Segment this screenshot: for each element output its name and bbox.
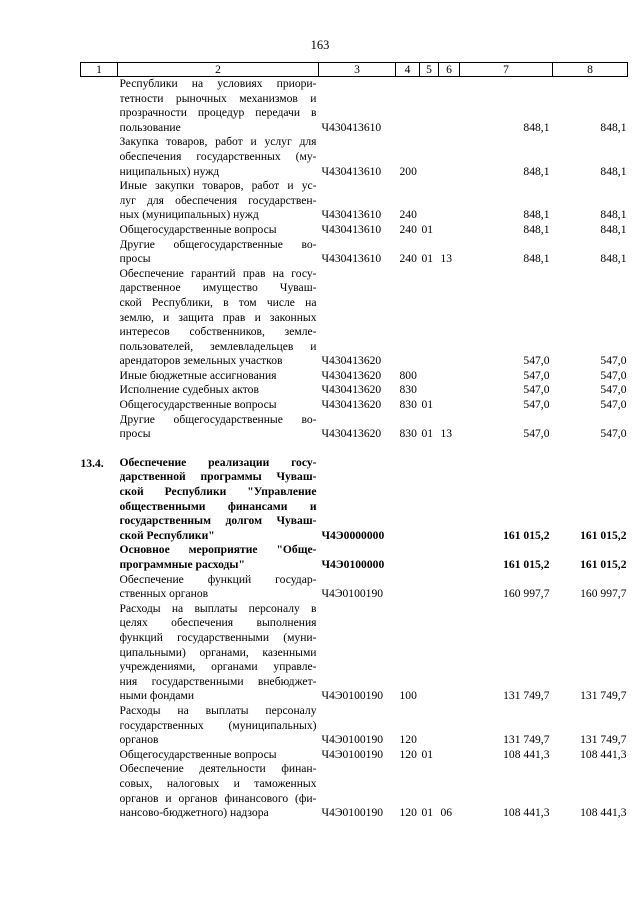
row-number-cell bbox=[81, 383, 118, 398]
expense-name-line: нансово-бюджетного) надзора bbox=[119, 806, 269, 820]
expense-name-cell bbox=[118, 369, 319, 384]
section-cell: 01 bbox=[421, 222, 434, 236]
table-row bbox=[81, 398, 628, 413]
expense-name-line: просы bbox=[119, 427, 151, 441]
expense-name-cell bbox=[118, 135, 319, 179]
expense-name-cell bbox=[118, 573, 319, 602]
table-row bbox=[81, 456, 628, 544]
target-article-cell: Ч4Э0100000 bbox=[321, 558, 385, 571]
subsection-cell: 13 bbox=[440, 252, 453, 266]
target-article-cell: Ч4Э0100190 bbox=[321, 689, 384, 703]
expense-type-cell bbox=[396, 267, 420, 369]
expense-name-cell bbox=[118, 383, 319, 398]
table-row bbox=[81, 135, 628, 179]
amount-col7-cell: 848,1 bbox=[523, 208, 550, 222]
subsection-cell bbox=[439, 543, 460, 572]
table-row bbox=[81, 267, 628, 369]
expense-name-line: программные расходы" bbox=[119, 558, 245, 571]
table-row bbox=[81, 238, 628, 267]
expense-name-cell bbox=[118, 223, 319, 238]
subsection-cell bbox=[439, 602, 460, 704]
table-row bbox=[81, 762, 628, 820]
target-article-cell: Ч430413610 bbox=[321, 252, 382, 266]
table-header bbox=[81, 63, 628, 77]
subsection-cell bbox=[439, 179, 460, 223]
expense-name-line: пользователей, землевладельцев и bbox=[119, 339, 317, 353]
amount-col8-cell: 547,0 bbox=[600, 398, 627, 412]
expense-name-line: Обеспечение реализации госу- bbox=[119, 455, 317, 469]
expense-type-cell: 120 bbox=[399, 806, 417, 820]
column-header-2: 2 bbox=[118, 63, 319, 77]
amount-col8-cell: 547,0 bbox=[600, 354, 627, 368]
table-row bbox=[81, 748, 628, 763]
column-header-5: 5 bbox=[420, 63, 439, 77]
expense-name-line: Республики на условиях приори- bbox=[119, 77, 317, 90]
expense-name-line: учреждениями, органами управле- bbox=[119, 660, 317, 674]
expense-type-cell bbox=[396, 456, 420, 544]
target-article-cell: Ч430413620 bbox=[321, 354, 382, 368]
target-article-cell: Ч430413610 bbox=[321, 208, 382, 222]
row-number-cell bbox=[81, 704, 118, 748]
table-row bbox=[81, 704, 628, 748]
expense-name-cell bbox=[118, 238, 319, 267]
row-number-cell bbox=[81, 398, 118, 413]
expense-name-cell bbox=[118, 602, 319, 704]
expense-name-line: обеспечения государственных (му- bbox=[119, 149, 317, 163]
expense-name-line: общественными финансами и bbox=[119, 499, 317, 513]
target-article-cell: Ч4Э0000000 bbox=[321, 528, 385, 542]
expense-name-line: просы bbox=[119, 252, 151, 266]
expense-name-cell bbox=[118, 267, 319, 369]
amount-col7-cell: 848,1 bbox=[523, 164, 550, 178]
section-cell: 01 bbox=[421, 252, 434, 266]
section-cell bbox=[420, 267, 439, 369]
expense-name-cell bbox=[118, 704, 319, 748]
row-number-cell bbox=[81, 543, 118, 572]
subsection-cell bbox=[439, 704, 460, 748]
row-number-cell bbox=[81, 748, 118, 763]
column-header-4: 4 bbox=[396, 63, 420, 77]
expense-name-line: государственным долгом Чуваш- bbox=[119, 514, 317, 528]
row-number-cell bbox=[81, 413, 118, 442]
expense-name-line: Другие общегосударственные во- bbox=[119, 237, 317, 251]
expense-name-line: ния государственными внебюджет- bbox=[119, 674, 317, 688]
subsection-cell bbox=[439, 135, 460, 179]
target-article-cell: Ч4Э0100190 bbox=[321, 806, 384, 820]
expense-name-line: арендаторов земельных участков bbox=[119, 354, 283, 368]
amount-col7-cell: 131 749,7 bbox=[503, 733, 550, 747]
section-cell bbox=[420, 77, 439, 136]
amount-col8-cell: 131 749,7 bbox=[580, 689, 627, 703]
amount-col8-cell: 131 749,7 bbox=[580, 733, 627, 747]
expense-name-line: ской Республики" bbox=[119, 528, 215, 542]
section-cell bbox=[420, 704, 439, 748]
amount-col7-cell: 160 997,7 bbox=[503, 587, 550, 601]
column-header-1: 1 bbox=[81, 63, 118, 77]
target-article-cell: Ч430413610 bbox=[321, 120, 382, 134]
amount-col8-cell: 160 997,7 bbox=[580, 587, 627, 601]
section-cell: 01 bbox=[421, 427, 434, 441]
amount-col8-cell: 848,1 bbox=[600, 252, 627, 266]
expense-name-line: Обеспечение функций государ- bbox=[119, 572, 317, 586]
amount-col8-cell: 848,1 bbox=[600, 208, 627, 222]
expense-type-cell bbox=[396, 573, 420, 602]
expense-name-cell bbox=[118, 456, 319, 544]
amount-col7-cell: 161 015,2 bbox=[503, 528, 550, 542]
subsection-cell bbox=[439, 267, 460, 369]
expense-name-line: ской Республики, в том числе на bbox=[119, 295, 317, 309]
target-article-cell: Ч4Э0100190 bbox=[321, 587, 384, 601]
expense-name-cell bbox=[118, 179, 319, 223]
expense-type-cell: 830 bbox=[399, 383, 417, 397]
subsection-cell bbox=[439, 369, 460, 384]
expense-name-line: государственных (муниципальных) bbox=[119, 718, 317, 732]
expense-name-line: органов bbox=[119, 733, 159, 747]
target-article-cell: Ч430413620 bbox=[321, 368, 382, 382]
amount-col8-cell: 161 015,2 bbox=[580, 528, 627, 542]
amount-col8-cell: 848,1 bbox=[600, 120, 627, 134]
expense-name-line: дарственной программы Чуваш- bbox=[119, 470, 317, 484]
column-header-6: 6 bbox=[439, 63, 460, 77]
section-cell bbox=[420, 135, 439, 179]
expense-type-cell: 100 bbox=[399, 689, 417, 703]
expense-type-cell: 830 bbox=[399, 427, 417, 441]
row-number-cell bbox=[81, 369, 118, 384]
column-header-7: 7 bbox=[460, 63, 553, 77]
table-row bbox=[81, 179, 628, 223]
expense-name-line: ственных органов bbox=[119, 587, 209, 601]
table-row bbox=[81, 369, 628, 384]
expense-type-cell: 240 bbox=[399, 208, 417, 222]
section-cell bbox=[420, 573, 439, 602]
expense-type-cell: 120 bbox=[399, 733, 417, 747]
column-header-3: 3 bbox=[319, 63, 396, 77]
expense-name-line: луг для обеспечения государствен- bbox=[119, 193, 317, 207]
spacer-cell bbox=[81, 442, 628, 456]
expense-name-line: ными фондами bbox=[119, 689, 195, 703]
amount-col7-cell: 161 015,2 bbox=[503, 558, 550, 571]
amount-col7-cell: 547,0 bbox=[523, 383, 550, 397]
amount-col7-cell: 547,0 bbox=[523, 398, 550, 412]
subsection-cell bbox=[439, 748, 460, 763]
expense-name-line: пользование bbox=[119, 120, 181, 134]
expense-name-line: органов и органов финансового (фи- bbox=[119, 791, 317, 805]
expense-name-cell bbox=[118, 77, 319, 136]
expense-name-line: Расходы на выплаты персоналу bbox=[119, 703, 317, 717]
header-row bbox=[81, 63, 628, 77]
amount-col8-cell: 547,0 bbox=[600, 368, 627, 382]
expense-name-line: функций государственными (муни- bbox=[119, 630, 317, 644]
expense-name-line: Общегосударственные вопросы bbox=[119, 398, 277, 412]
section-cell bbox=[420, 456, 439, 544]
section-cell: 01 bbox=[421, 398, 434, 412]
amount-col7-cell: 547,0 bbox=[523, 368, 550, 382]
row-number-cell bbox=[81, 238, 118, 267]
amount-col7-cell: 131 749,7 bbox=[503, 689, 550, 703]
expense-name-line: дарственное имущество Чуваш- bbox=[119, 281, 317, 295]
expense-name-line: интересов собственников, земле- bbox=[119, 325, 317, 339]
amount-col8-cell: 848,1 bbox=[600, 222, 627, 236]
table-row bbox=[81, 543, 628, 572]
row-number-cell bbox=[81, 573, 118, 602]
expense-name-cell bbox=[118, 398, 319, 413]
table-body bbox=[81, 77, 628, 821]
expense-name-line: ципальными) органами, казенными bbox=[119, 645, 317, 659]
section-cell bbox=[420, 602, 439, 704]
subsection-cell: 13 bbox=[440, 427, 453, 441]
expense-type-cell bbox=[396, 543, 420, 572]
amount-col8-cell: 547,0 bbox=[600, 383, 627, 397]
section-cell bbox=[420, 543, 439, 572]
row-number-cell bbox=[81, 762, 118, 820]
spacer-row bbox=[81, 442, 628, 456]
expense-name-line: Другие общегосударственные во- bbox=[119, 412, 317, 426]
table-row bbox=[81, 602, 628, 704]
section-cell bbox=[420, 179, 439, 223]
expense-name-line: Общегосударственные вопросы bbox=[119, 747, 277, 761]
subsection-cell bbox=[439, 456, 460, 544]
expense-name-line: ской Республики "Управление bbox=[119, 485, 317, 499]
row-number-cell bbox=[81, 267, 118, 369]
row-number-cell bbox=[81, 77, 118, 136]
budget-table bbox=[80, 62, 628, 821]
expense-name-line: землю, и защита прав и законных bbox=[119, 310, 317, 324]
expense-type-cell: 240 bbox=[399, 252, 417, 266]
page-number: 163 bbox=[310, 38, 330, 52]
row-number-cell bbox=[81, 602, 118, 704]
table-row bbox=[81, 413, 628, 442]
amount-col8-cell: 161 015,2 bbox=[580, 558, 627, 571]
amount-col7-cell: 547,0 bbox=[523, 427, 550, 441]
section-cell bbox=[420, 383, 439, 398]
amount-col7-cell: 108 441,3 bbox=[503, 747, 550, 761]
section-cell bbox=[420, 369, 439, 384]
expense-name-line: совых, налоговых и таможенных bbox=[119, 776, 317, 790]
expense-name-line: ниципальных) нужд bbox=[119, 164, 220, 178]
expense-name-line: Расходы на выплаты персоналу в bbox=[119, 601, 317, 615]
section-cell: 01 bbox=[421, 806, 434, 820]
table-row bbox=[81, 573, 628, 602]
section-cell: 01 bbox=[421, 747, 434, 761]
amount-col7-cell: 848,1 bbox=[523, 120, 550, 134]
expense-name-line: Обеспечение гарантий прав на госу- bbox=[119, 266, 317, 280]
expense-type-cell bbox=[396, 77, 420, 136]
subsection-cell bbox=[439, 77, 460, 136]
target-article-cell: Ч4Э0100190 bbox=[321, 747, 384, 761]
amount-col8-cell: 108 441,3 bbox=[580, 806, 627, 820]
subsection-cell bbox=[439, 398, 460, 413]
amount-col7-cell: 848,1 bbox=[523, 222, 550, 236]
expense-name-line: целях обеспечения выполнения bbox=[119, 616, 317, 630]
expense-name-line: прозрачности процедур передачи в bbox=[119, 106, 317, 120]
target-article-cell: Ч430413610 bbox=[321, 222, 382, 236]
amount-col7-cell: 848,1 bbox=[523, 252, 550, 266]
amount-col8-cell: 108 441,3 bbox=[580, 747, 627, 761]
row-number-cell bbox=[81, 179, 118, 223]
amount-col8-cell: 547,0 bbox=[600, 427, 627, 441]
expense-type-cell: 200 bbox=[399, 164, 417, 178]
expense-type-cell: 240 bbox=[399, 222, 417, 236]
expense-name-cell bbox=[118, 762, 319, 820]
amount-col7-cell: 547,0 bbox=[523, 354, 550, 368]
target-article-cell: Ч430413610 bbox=[321, 164, 382, 178]
subsection-cell bbox=[439, 383, 460, 398]
target-article-cell: Ч4Э0100190 bbox=[321, 733, 384, 747]
expense-name-line: Закупка товаров, работ и услуг для bbox=[119, 135, 317, 149]
target-article-cell: Ч430413620 bbox=[321, 427, 382, 441]
expense-name-line: тетности рыночных механизмов и bbox=[119, 91, 317, 105]
subsection-cell bbox=[439, 573, 460, 602]
target-article-cell: Ч430413620 bbox=[321, 383, 382, 397]
table-row bbox=[81, 223, 628, 238]
table-row bbox=[81, 383, 628, 398]
expense-name-cell bbox=[118, 543, 319, 572]
target-article-cell: Ч430413620 bbox=[321, 398, 382, 412]
expense-name-line: ных (муниципальных) нужд bbox=[119, 208, 259, 222]
amount-col7-cell: 108 441,3 bbox=[503, 806, 550, 820]
subsection-cell bbox=[439, 223, 460, 238]
expense-type-cell: 830 bbox=[399, 398, 417, 412]
expense-name-line: Общегосударственные вопросы bbox=[119, 222, 277, 236]
row-number-cell bbox=[81, 135, 118, 179]
expense-type-cell: 800 bbox=[399, 368, 417, 382]
row-number-cell bbox=[81, 223, 118, 238]
expense-name-cell bbox=[118, 413, 319, 442]
expense-name-line: Исполнение судебных актов bbox=[119, 383, 259, 397]
column-header-8: 8 bbox=[553, 63, 628, 77]
expense-name-line: Обеспечение деятельности финан- bbox=[119, 762, 317, 776]
subsection-cell: 06 bbox=[440, 806, 453, 820]
expense-name-line: Иные закупки товаров, работ и ус- bbox=[119, 179, 317, 193]
table-row bbox=[81, 77, 628, 136]
amount-col8-cell: 848,1 bbox=[600, 164, 627, 178]
row-number-cell: 13.4. bbox=[80, 456, 104, 470]
expense-type-cell: 120 bbox=[399, 747, 417, 761]
expense-name-line: Иные бюджетные ассигнования bbox=[119, 368, 277, 382]
expense-name-cell bbox=[118, 748, 319, 763]
expense-name-line: Основное мероприятие "Обще- bbox=[119, 543, 317, 557]
